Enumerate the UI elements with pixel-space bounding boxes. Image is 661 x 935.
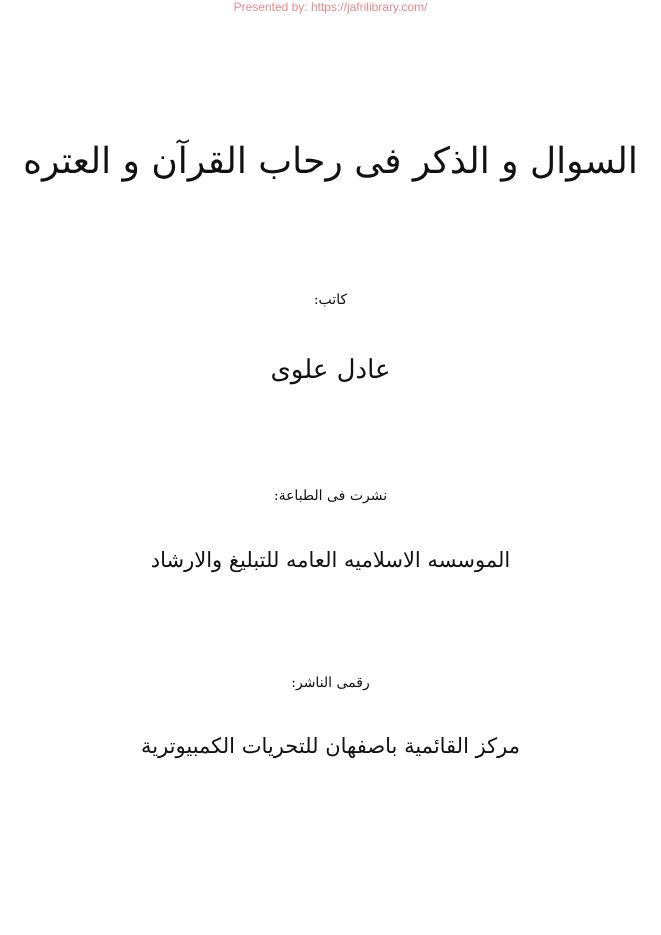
watermark-link[interactable]: Presented by: https://jafrilibrary.com/ xyxy=(233,0,428,14)
digital-publisher-label: رقمی الناشر: xyxy=(291,675,370,691)
book-title: السوال و الذکر فی رحاب القرآن و العتره xyxy=(23,141,638,182)
author-name: عادل علوی xyxy=(270,355,391,385)
print-publisher-label: نشرت فی الطباعة: xyxy=(273,488,388,504)
print-publisher-name: الموسسه الاسلامیه العامه للتبلیغ والارشاد xyxy=(150,548,511,572)
digital-publisher-name: مرکز القائمیة باصفهان للتحریات الکمبیوتریة xyxy=(140,734,521,758)
author-label: کاتب: xyxy=(313,292,348,308)
